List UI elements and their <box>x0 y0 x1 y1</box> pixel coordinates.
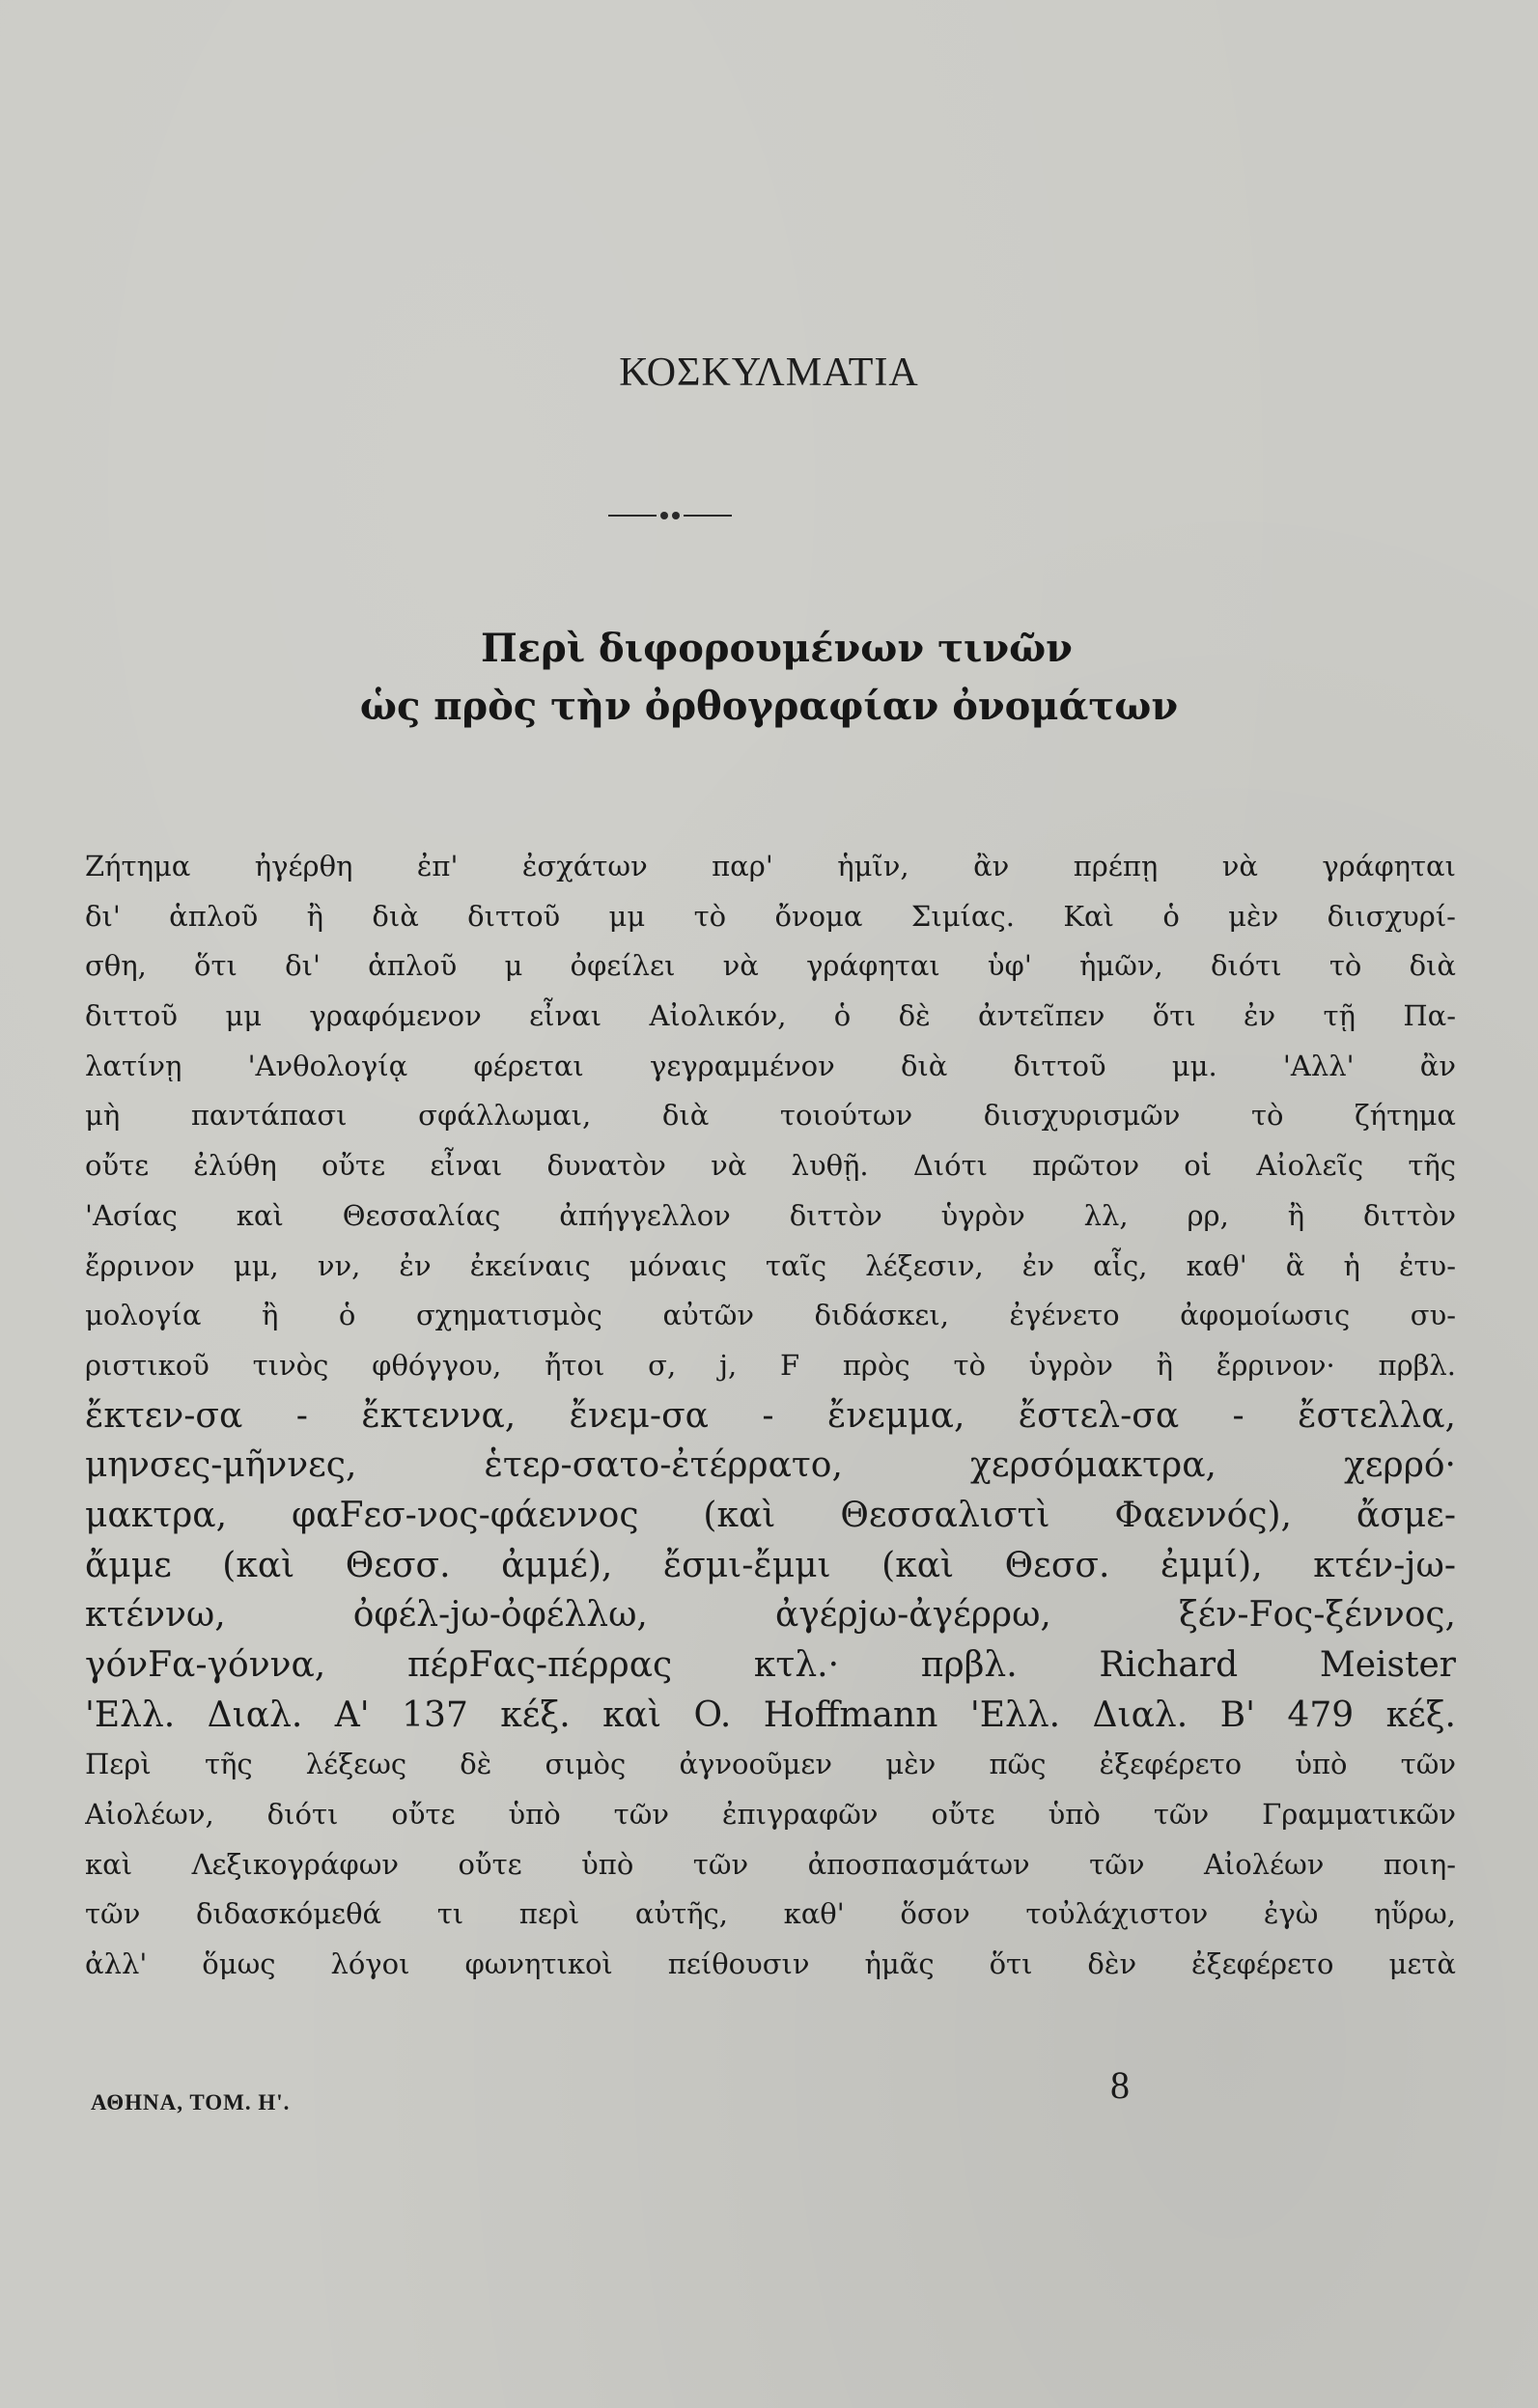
text-line: δι' ἁπλοῦ ἢ διὰ διττοῦ μμ τὸ ὄνομα Σιμίας. Καὶ ὁ μὲν διισχυρί- <box>85 899 1456 933</box>
article-heading-line-1: Περὶ διφορουμένων τινῶν <box>481 626 1073 671</box>
text-line: σθη, ὅτι δι' ἁπλοῦ μ ὀφείλει νὰ γράφηται ὑφ' ἡμῶν, διότι τὸ διὰ <box>85 949 1456 983</box>
text-line: ἔρρινον μμ, νν, ἐν ἐκείναις μόναις ταῖς λέξεσιν, ἐν αἷς, καθ' ἃ ἡ ἐτυ- <box>85 1248 1456 1282</box>
running-title: ΚΟΣΚΥΛΜΑΤΙΑ <box>619 350 919 395</box>
ornament-dot <box>672 512 680 519</box>
text-line: Περὶ τῆς λέξεως δὲ σιμὸς ἀγνοοῦμεν μὲν πῶς ἐξεφέρετο ὑπὸ τῶν <box>85 1748 1456 1781</box>
text-line: διττοῦ μμ γραφόμενον εἶναι Αἰολικόν, ὁ δὲ ἀντεῖπεν ὅτι ἐν τῇ Πα- <box>85 999 1456 1033</box>
text-line: λατίνῃ 'Ανθολογίᾳ φέρεται γεγραμμένον διὰ διττοῦ μμ. 'Αλλ' ἂν <box>85 1049 1456 1082</box>
text-line: ἀλλ' ὅμως λόγοι φωνητικοὶ πείθουσιν ἡμᾶς ὅτι δὲν ἐξεφέρετο μετὰ <box>85 1947 1456 1981</box>
text-line: μολογία ἢ ὁ σχηματισμὸς αὐτῶν διδάσκει, ἐγένετο ἀφομοίωσις συ- <box>85 1299 1456 1332</box>
text-line: 'Ασίας καὶ Θεσσαλίας ἀπήγγελλον διττὸν ὑγρὸν λλ, ρρ, ἢ διττὸν <box>85 1198 1456 1232</box>
body-text <box>85 842 1456 1990</box>
page-number: 8 <box>1110 2063 1130 2107</box>
text-line: μηνσες-μῆννες, ἑτερ-σατο-ἐτέρρατο, χερσόμακτρα, χερρό· <box>85 1445 1456 1486</box>
ornament-rule-right <box>684 515 732 517</box>
text-line: Ζήτημα ἠγέρθη ἐπ' ἐσχάτων παρ' ἡμῖν, ἂν πρέπῃ νὰ γράφηται <box>85 850 1456 882</box>
text-line: Αἰολέων, διότι οὔτε ὑπὸ τῶν ἐπιγραφῶν οὔτε ὑπὸ τῶν Γραμματικῶν <box>85 1798 1456 1832</box>
text-line: μὴ παντάπασι σφάλλωμαι, διὰ τοιούτων διισχυρισμῶν τὸ ζήτημα <box>85 1099 1456 1133</box>
ornament-rule-left <box>608 515 657 517</box>
text-line: τῶν διδασκόμεθά τι περὶ αὐτῆς, καθ' ὅσον τοὐλάχιστον ἐγὼ ηὕρω, <box>85 1897 1456 1931</box>
text-line: οὔτε ἐλύθη οὔτε εἶναι δυνατὸν νὰ λυθῇ. Διότι πρῶτον οἱ Αἰολεῖς τῆς <box>85 1149 1456 1183</box>
text-line: γόνFα-γόννα, πέρFας-πέρρας κτλ.· πρβλ. Richard Meister <box>85 1645 1456 1685</box>
text-line: ριστικοῦ τινὸς φθόγγου, ἤτοι σ, j, F πρὸς τὸ ὑγρὸν ἢ ἔρρινον· πρβλ. <box>85 1348 1456 1382</box>
text-line: κτέννω, ὀφέλ-jω-ὀφέλλω, ἀγέρjω-ἀγέρρω, ξέν-Fος-ξέννος, <box>85 1595 1456 1636</box>
article-heading-line-2: ὡς πρὸς τὴν ὀρθογραφίαν ὀνομάτων <box>359 684 1179 729</box>
text-line: μακτρα, φαFεσ-νος-φάεννος (καὶ Θεσσαλιστὶ Φαεννός), ἄσμε- <box>85 1495 1456 1535</box>
text-line: ἄμμε (καὶ Θεσσ. ἀμμέ), ἔσμι-ἔμμι (καὶ Θεσσ. ἐμμί), κτέν-jω- <box>85 1545 1456 1585</box>
text-line: καὶ Λεξικογράφων οὔτε ὑπὸ τῶν ἀποσπασμάτων τῶν Αἰολέων ποιη- <box>85 1847 1456 1881</box>
text-line: ἔκτεν-σα - ἔκτεννα, ἔνεμ-σα - ἔνεμμα, ἔστελ-σα - ἔστελλα, <box>85 1395 1456 1436</box>
footer-signature: ΑΘΗΝΑ, ΤΟΜ. Η'. <box>91 2090 291 2114</box>
ornamental-rule <box>608 510 732 521</box>
text-line: 'Ελλ. Διαλ. Α' 137 κέξ. καὶ O. Hoffmann 'Ελλ. Διαλ. Β' 479 κέξ. <box>85 1694 1456 1735</box>
ornament-dot <box>660 512 668 519</box>
